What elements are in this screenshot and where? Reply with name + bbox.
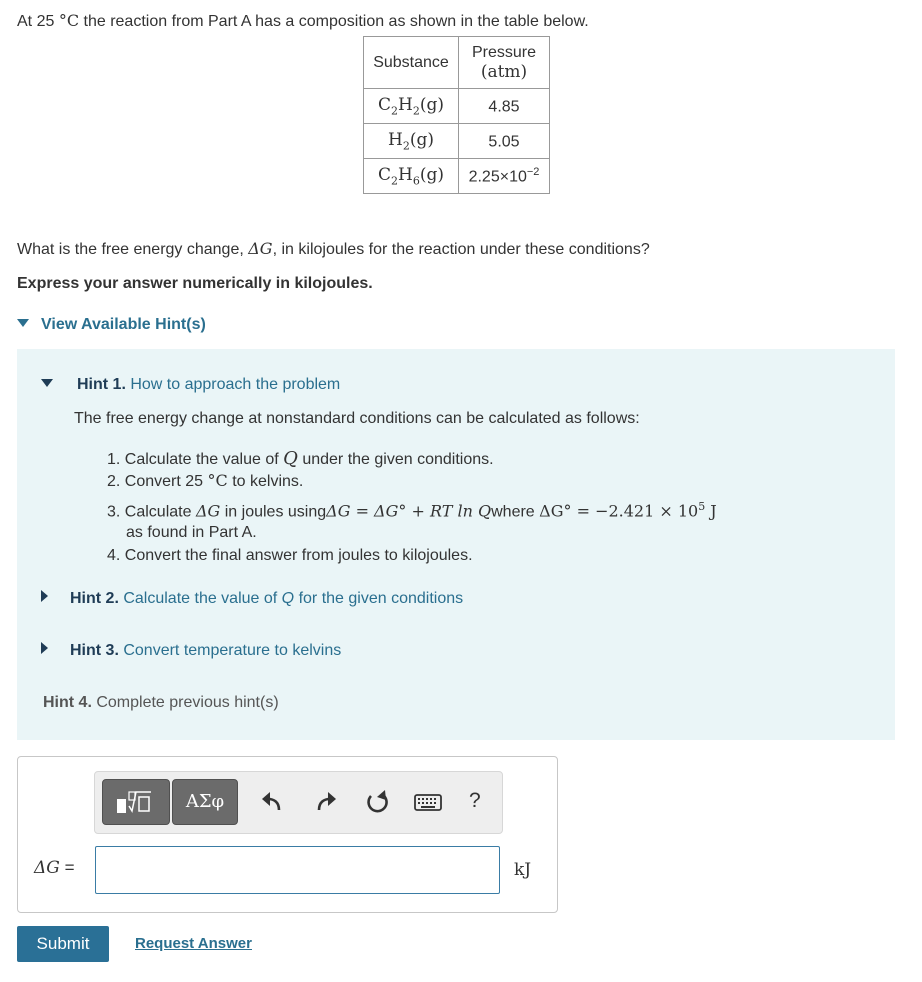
hint-4-locked: Hint 4. Complete previous hint(s) (43, 694, 279, 711)
step-3: 3. Calculate ΔG in joules usingΔG = ΔG° + RT ln Qwhere $\Delta G^\circ = -2.421 \times 10^5$ J (107, 500, 717, 521)
templates-icon (103, 780, 169, 824)
view-hints-toggle[interactable]: View Available Hint(s) (17, 316, 206, 334)
hint-panel (17, 349, 895, 740)
step-2: 2. Convert 25 °C to kelvins. (107, 471, 304, 490)
substance-cell: $H_2(g)$ (364, 124, 459, 159)
intro-text: At 25 °C the reaction from Part A has a composition as shown in the table below. (17, 11, 589, 30)
table-row (364, 124, 550, 159)
undo-icon[interactable] (259, 788, 287, 816)
temperature-unit: °C (58, 11, 80, 30)
table-row (364, 159, 550, 194)
step-1: 1. Calculate the value of Q under the given conditions. (107, 448, 494, 469)
header-substance: Substance (364, 37, 459, 89)
table-row (364, 89, 550, 124)
question-text: What is the free energy change, ΔG, in kilojoules for the reaction under these conditions? (17, 239, 650, 258)
substance-cell: $C_2H_2(g)$ (364, 89, 459, 124)
pressure-cell: 4.85 (459, 89, 550, 124)
hint-2-toggle[interactable]: Hint 2. Calculate the value of Q for the given conditions (41, 590, 463, 608)
answer-box (17, 756, 558, 913)
greek-symbols-button[interactable]: ΑΣφ (172, 779, 238, 825)
keyboard-icon[interactable] (413, 788, 443, 816)
hint-1-body: The free energy change at nonstandard conditions can be calculated as follows: (74, 410, 640, 427)
caret-right-icon (41, 590, 48, 602)
help-button[interactable]: ? (469, 789, 481, 812)
composition-table (363, 36, 550, 194)
answer-unit: kJ (514, 860, 532, 880)
header-pressure: Pressure (atm) (459, 37, 550, 89)
caret-down-icon (41, 379, 53, 387)
request-answer-link[interactable]: Request Answer (135, 935, 252, 952)
templates-button[interactable] (102, 779, 170, 825)
substance-cell: $C_2H_6(g)$ (364, 159, 459, 194)
instruction-text: Express your answer numerically in kilojoules. (17, 275, 373, 292)
answer-input[interactable] (95, 846, 500, 894)
hint-3-toggle[interactable]: Hint 3. Convert temperature to kelvins (41, 642, 341, 660)
reset-icon[interactable] (363, 788, 391, 816)
caret-down-icon (17, 319, 29, 327)
pressure-cell: 5.05 (459, 124, 550, 159)
pressure-cell: $2.25\times 10^{-2}$ (459, 159, 550, 194)
table-header-row (364, 37, 550, 89)
caret-right-icon (41, 642, 48, 654)
answer-variable-label: ΔG = (34, 858, 75, 878)
submit-button[interactable]: Submit (17, 926, 109, 962)
step-4: 4. Convert the final answer from joules to kilojoules. (107, 547, 473, 565)
step-3-cont: as found in Part A. (126, 524, 257, 542)
hint-1-steps (107, 448, 717, 566)
hint-1-toggle[interactable]: Hint 1. How to approach the problem (41, 376, 340, 394)
redo-icon[interactable] (311, 788, 339, 816)
math-toolbar (94, 771, 503, 834)
